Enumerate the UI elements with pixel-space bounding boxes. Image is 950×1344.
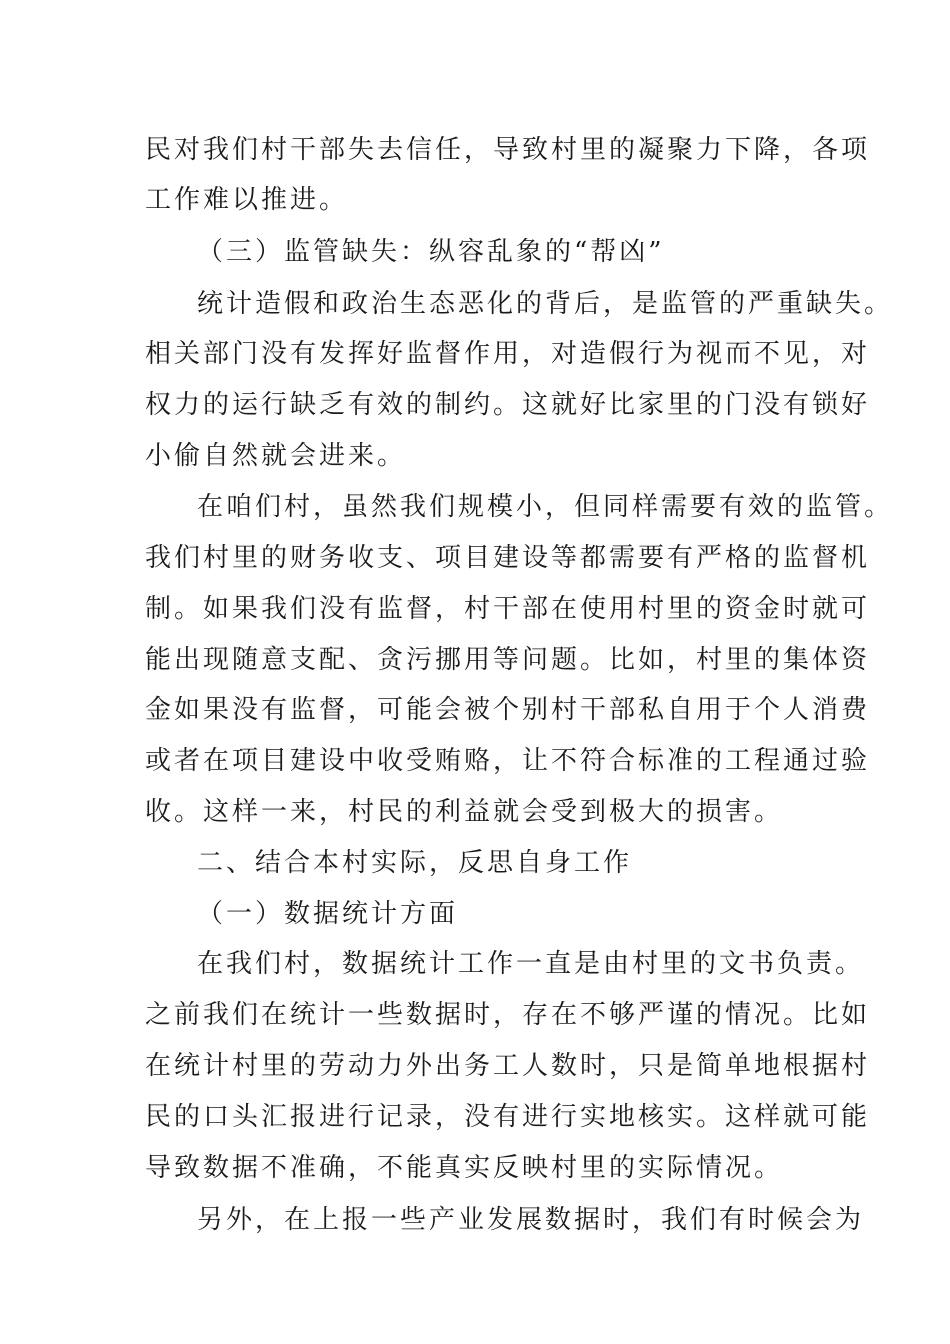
paragraph-line: 在我们村，数据统计工作一直是由村里的文书负责。 bbox=[197, 949, 865, 979]
paragraph-line: 民对我们村干部失去信任，导致村里的凝聚力下降，各项 bbox=[145, 135, 871, 165]
paragraph-line: 导致数据不准确，不能真实反映村里的实际情况。 bbox=[145, 1153, 784, 1183]
paragraph-line: 金如果没有监督，可能会被个别村干部私自用于个人消费 bbox=[145, 695, 871, 725]
paragraph-line: 收。这样一来，村民的利益就会受到极大的损害。 bbox=[145, 797, 784, 827]
paragraph-line: 在统计村里的劳动力外出务工人数时，只是简单地根据村 bbox=[145, 1051, 871, 1081]
paragraph-line: 制。如果我们没有监督，村干部在使用村里的资金时就可 bbox=[145, 594, 871, 624]
paragraph-line: 或者在项目建设中收受贿赂，让不符合标准的工程通过验 bbox=[145, 746, 871, 776]
paragraph-line: 民的口头汇报进行记录，没有进行实地核实。这样就可能 bbox=[145, 1102, 871, 1132]
paragraph-line: 相关部门没有发挥好监督作用，对造假行为视而不见，对 bbox=[145, 339, 871, 369]
section-heading: 二、结合本村实际，反思自身工作 bbox=[197, 848, 633, 878]
subsection-heading: （一）数据统计方面 bbox=[197, 899, 459, 929]
paragraph-line: 之前我们在统计一些数据时，存在不够严谨的情况。比如 bbox=[145, 1000, 871, 1030]
paragraph-line: 权力的运行缺乏有效的制约。这就好比家里的门没有锁好 bbox=[145, 390, 871, 420]
paragraph-line: 另外，在上报一些产业发展数据时，我们有时候会为 bbox=[197, 1205, 865, 1235]
paragraph-line: 小偷自然就会进来。 bbox=[145, 441, 407, 471]
section-heading: （三）监管缺失：纵容乱象的“帮凶” bbox=[197, 237, 665, 267]
paragraph-line: 在咱们村，虽然我们规模小，但同样需要有效的监管。 bbox=[197, 492, 894, 522]
paragraph-line: 工作难以推进。 bbox=[145, 185, 349, 215]
paragraph-line: 统计造假和政治生态恶化的背后，是监管的严重缺失。 bbox=[197, 289, 894, 319]
paragraph-line: 能出现随意支配、贪污挪用等问题。比如，村里的集体资 bbox=[145, 645, 871, 675]
paragraph-line: 我们村里的财务收支、项目建设等都需要有严格的监督机 bbox=[145, 543, 871, 573]
